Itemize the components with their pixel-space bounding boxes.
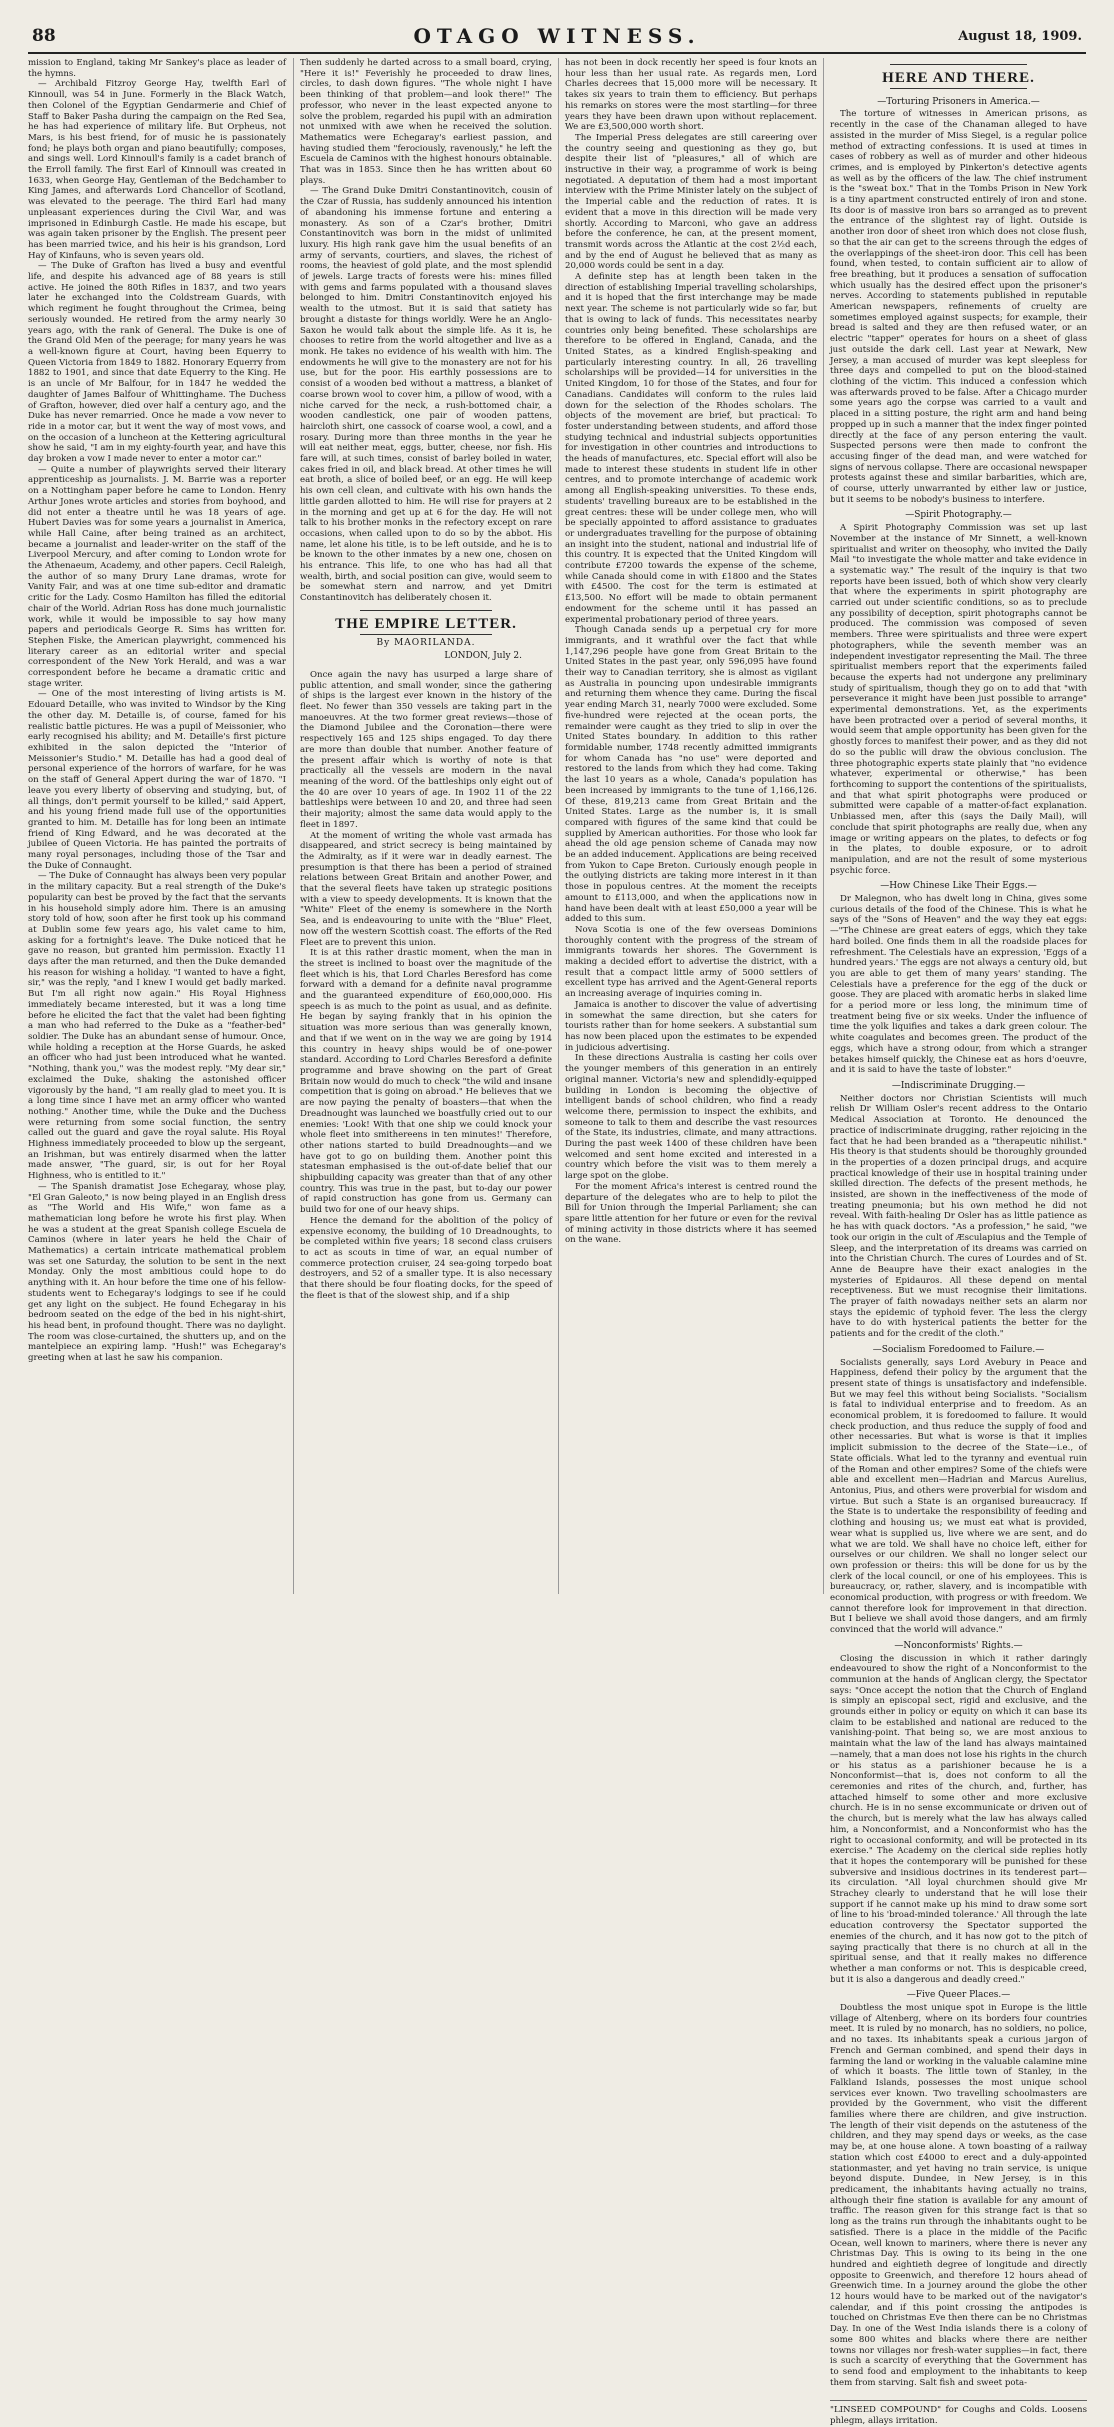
- article-paragraph: The Imperial Press delegates are still careering over the country seeing and questioning as they go, but despite their list of "pleasures," all of which are instructive in their way, a programme of work is being negotiated. A deputation of them had a most important interview with the Prime Minister lately on the subject of the Imperial cable and the reduction of rates. It is evident that a move in this direction will be made very shortly. According to Marconi, who gave an address before the conference, he can, at the present moment, transmit words across the Atlantic at the cost 2½d each, and by the end of August he believed that as many as 20,000 words could be sent in a day.: [565, 132, 817, 272]
- article-paragraph: Nova Scotia is one of the few overseas Dominions thoroughly content with the progress of the stream of immigrants towards her shores. The Government is making a decided effort to advertise the district, with a result that a compact little army of 5000 settlers of excellent type has arrived and the Agent-General reports an increasing average of inquiries coming in.: [565, 924, 817, 1000]
- byline: By MAORILANDA.: [376, 637, 476, 648]
- article-paragraph: Neither doctors nor Christian Scientists will much relish Dr William Osler's recent address to the Ontario Medical Association at Toronto. He denounced the practice of indiscriminate drugging, rather rejoicing in the fact that he had been branded as a "therapeutic nihilist." His theory is that students should be thoroughly grounded in the properties of a dozen principal drugs, and acquire practical knowledge of their use in hospital training under skilled direction. The defects of the present methods, he insisted, are shown in the ineffectiveness of the mode of treating pneumonia; but his own method he did not reveal. With faith-healing Dr Osler has as little patience as he has with quack doctors. "As a profession," he said, "we took our origin in the cult of Æsculapius and the Temple of: [830, 1093, 1087, 1243]
- article-paragraph: For the moment Africa's interest is centred round the departure of the delegates who are to help to pilot the Bill for Union through the Imperial Parliament; she can spare little attention for her future or even for the revival of mining activity in those districts where it has seemed on the wane.: [565, 1181, 817, 1246]
- article-paragraph: Doubtless the most unique spot in Europe is the little village of Altenberg, where on its borders four countries meet. It is ruled by no monarch, has no soldiers, no police, and no taxes. Its inhabitants speak a curious jargon of French and German combined, and spend their days in farming the land or working in the valuable calamine mine of which it boasts. The little town of Stanley, in the Falkland Islands, possesses the most unique school services ever known. Two travelling schoolmasters are provided by the Government, who visit the different families where there are children, and give instruction. The length of their visit depends on the astuteness of the children, and they may spend days or weeks, as the case may be, at one house alone. A town boasting of a railway station which cost £4000 to erect and a duly-appointed stationmaster, and yet having no train service, is unique beyond dispute. Dundee, in New Jersey, is in this predicament, the inhabitants having actually no trains, although their fine station is available for any amount of traffic. The reason given for this strange fact is that so long as the trains run through the inhabitants ought to be satisfied. There is a place in the middle of the Pacific Ocean, well known to mariners, where there is never any Christmas Day. This is owing to its being in the one hundred and eightieth degree of longitude and directly opposite to Greenwich, and therefore 12 hours ahead of Greenwich time. In a journey around the globe the other 12 hours would have to be marked out of the navigator's calendar, and if this point crossing the antipodes is touched on Christmas Eve then there can be no Christmas Day. In one of the West India islands there is a colony of some 800 whites and blacks where there are neither towns nor villages nor fresh-water supplies—in fact, there is such a scarcity of everything that the Government has to send food and employment to the inhabitants to keep them from starving. Salt fish and sweet pota-: [830, 2003, 1087, 2388]
- article-paragraph: — The Duke of Connaught has always been very popular in the military capacity. But a real strength of the Duke's popularity can best be proved by the fact that the servants in his household simply adore him. There is an amusing story told of how, soon after he first took up his command at Dublin some few years ago, his valet came to him, asking for a fortnight's leave. The Duke noticed that he gave no reason, but granted him permission. Exactly 11 days after the man returned, and then the Duke demanded his reason for wishing a holiday. "I wanted to have a fight, sir," was the reply, "and I knew I would get badly marked. But I'm all right now again." His Royal Highness immediately became interested, but it was a long time before he elicited the fact that the valet had been fighting a man who had referred to the Duke as a "feather-bed" soldier. The Duke has an abundant sense of humour. Once, while holding a reception at the Horse Guards, he asked an officer who had just been introduced what he wanted. "Nothing, thank you," was the modest reply. "My dear sir," exclaimed the Duke, shaking the astonished officer vigorously by the hand, "I am really glad to meet you. It is a long time since I have met an army officer who wanted nothing." Another time, while the Duke and the Duchess were returning from some social function, the sentry called out the guard and gave the royal salute. His Royal Highness immediately proceeded to blow up the sergeant, an Irishman, but was entirely disarmed when the latter made answer, "The guard, sir, is out for her Royal Highness, who is entitled to it.": [28, 871, 286, 1182]
- masthead: [28, 22, 1086, 54]
- divider: [890, 88, 1027, 89]
- article-paragraph: — The Grand Duke Dmitri Constantinovitch, cousin of the Czar of Russia, has suddenly announced his intention of abandoning his immense fortune and entering a monastery. As son of a Czar's brother, Dmitri Constantinovitch was born in the midst of unlimited luxury. His high rank gave him the usual benefits of an army of servants, courtiers, and slaves, the richest of rooms, the heaviest of gold plate, and the most splendid of jewels. Large tracts of forests were his: mines filled with gems and farms populated with a thousand slaves belonged to him. Dmitri Constantinovitch enjoyed his wealth to the utmost. But it is said that satiety has brought a distaste for things worldly. Were he an Anglo-Saxon he would talk about the simple life. As it is, he chooses to retire from the world altogether and live as a monk. He takes no evidence of his wealth with him. The endowments he will give to the monastery are not for his use, but for the poor. His earthly possessions are to consist of a wooden bed without a mattress, a blanket of coarse brown wool to cover him, a pillow of wood, with a niche carved for the neck, a rush-bottomed chair, a wooden candlestick, one pair of wooden pattens, haircloth shirt, one cassock of coarse wool, a cowl, and a rosary. During more than three months in the year he will eat neither meat, eggs, butter, cheese, nor fish. His fare will, at such times, consist of barley boiled in water, cakes fried in oil, and black bread. At other times he will eat broth, a slice of boiled beef, or an egg. He will keep his own cell clean, and cultivate with his own hands the little garden allotted to him. He will rise for prayers at 2 in the morning and get up at 6 for the day. He will not talk to his brother monks in the refectory except on rare occasions, when called upon to do so by the abbot. His name, let alone his title, is to be left outside, and he is to be known to the other inmates by a new one, chosen on his entrance. This life, to one who has had all that wealth, birth, and social position can give, would seem to be somewhat stern and narrow, and yet Dmitri Constantinovitch has deliberately chosen it.: [300, 186, 552, 604]
- divider: [360, 610, 492, 611]
- subheading: —Torturing Prisoners in America.—: [877, 96, 1040, 107]
- article-paragraph: — Quite a number of playwrights served their literary apprenticeship as journalists. J. M. Barrie was a reporter on a Nottingham paper before he came to London. Henry Arthur Jones wrote articles and stories from boyhood, and did not enter a theatre until he was 18 years of age. Hubert Davies was for some years a journalist in America, while Hall Caine, after being trained as an architect, became a journalist and leader-writer on the staff of the Liverpool Mercury, and after coming to London wrote for the Athenaeum, Academy, and other papers. Cecil Raleigh, the author of so many Drury Lane dramas, wrote for Vanity Fair, and was at one time sub-editor and dramatic critic for the Lady. Cosmo Hamilton has filled the editorial chair of the World. Adrian Ross has done much journalistic work, while it would be impossible to say how many papers and periodicals George R. Sims has written for. Stephen Fiske, the American playwright, commenced his literary career as an editorial writer and special correspondent of the New York Herald, and was a war correspondent before he became a dramatic critic and stage writer.: [28, 464, 286, 689]
- article-paragraph: — The Spanish dramatist Jose Echegaray, whose play, "El Gran Galeoto," is now being played in an English dress as "The World and His Wife," won fame as a mathematician long before he wrote his first play. When he was a student at the great Spanish college Escuela de Caminos (where in later years he held the Chair of Mathematics) a certain intricate mathematical problem was set one Saturday, the solution to be sent in the next Monday. Only the most ambitious could hope to do anything with it. An hour before the time one of his fellow-students went to Echegaray's lodgings to see if he could get any light on the subject. He found Echegaray in his bedroom seated on the edge of the bed in his night-shirt, his head bent, in profound thought. There was no daylight. The room was close-curtained, the shutters up, and on the mantelpiece an expiring lamp. "Hush!" was Echegaray's greeting when at last he saw his companion.: [28, 1181, 286, 1364]
- article-paragraph: The torture of witnesses in American prisons, as recently in the case of the Chanaman alleged to have assisted in the murder of Miss Siegel, is a regular police method of extracting confessions. It is used at times in cases of robbery as well as of murder and other hideous crimes, and is employed by Pinkerton's detective agents as well as by the officers of the law. The chief instrument is the "sweat box." That in the Tombs Prison in New York is a tiny apartment constructed entirely of iron and stone. Its door is of massive iron bars so arranged as to prevent the entrance of the slightest ray of light. Outside is another iron door of sheet iron which does not close flush, so that the air can get to the screens through the edges of the overlappings of the sheet-iron door. This cell has been found, when tested, to contain sufficient air to allow of free breathing, but it produces a sensation of suffocation which usually has the desired effect upon the prisoner's nerves. According to statements published in reputable American newspapers, refinements of cruelty are sometimes employed against suspects; for example, their bread is salted and they are then refused water, or an electric "tapper" operates for hours on a sheet of glass just outside the dark cell. Last year at Newark, New Jersey, a man accused of murder was kept sleepless for three days and compelled to put on the blood-stained clothing of the victim. This induced a confession which was afterwards proved to be false. After a Chicago murder some years ago the corpse was carried to a vault and placed in a sitting posture, the right arm and hand being propped up in such a manner that the index finger pointed directly at the face of any person entering the vault. Suspected persons were then made to confront the accusing finger of the dead man, and were watched for signs of nervous collapse. There are occasional newspaper protests against these and similar barbarities, which are, of course, utterly unwarranted by either law or justice, but it seems to be nobody's business to interfere.: [830, 109, 1087, 505]
- subheading: —Spirit Photography.—: [905, 510, 1012, 521]
- article-paragraph: Though Canada sends up a perpetual cry for more immigrants, and it wrathful over the fact that while 1,147,296 people have gone from Great Britain to the United States in the past year, only 596,095 have found their way to Canadian territory, she is almost as vigilant as Australia in pouncing upon undesirable immigrants and returning them whence they came. During the fiscal year ending March 31, nearly 7000 were excluded. Some five-hundred were rejected at the ocean ports, the remainder were caught as they tried to slip in over the United States boundary. In addition to this rather formidable number, 1748 recently admitted immigrants for whom Canada has "no use" were deported and restored to the lands from which they had come. Taking the last 10 years as a whole, Canada's population has been increased by immigrants to the tune of 1,166,126. Of these, 819,213 came from Great Britain and the United States. Large as the number is, it is small compared with figures of the same kind that could be supplied by American authorities. For those who look far ahead the old age pension scheme of Canada may now be an added inducement. Applications are being received from Yukon to Cape Breton. Curiously enough people in the outlying districts are taking more interest in it than those in populous centres. At the moment the receipts amount to £113,000, and when the applications now in hand have been dealt with at least £50,000 a year will be added to this sum.: [565, 625, 817, 925]
- article-paragraph: Then suddenly he darted across to a small board, crying, "Here it is!" Feverishly he proceeded to draw lines, circles, to dash down figures. "The whole night I have been thinking of that problem—and look there!" The professor, who never in the least expected anyone to solve the problem, regarded his pupil with an admiration not unmixed with awe when he received the solution. Mathematics were Echegaray's earliest passion, and having studied them "ferociously, ravenously," he left the Escuela de Caminos with the highest honours obtainable. That was in 1853. Since then he has written about 60 plays.: [300, 58, 552, 186]
- article-paragraph: Socialists generally, says Lord Avebury in Peace and Happiness, defend their policy by the argument that the present state of things is unsatisfactory and indefensible. But we may feel this without being Socialists. "Socialism is fatal to individual enterprise and to freedom. As an economical problem, it is foredoomed to failure. It would check production, and thus reduce the supply of food and other necessaries. But what is worse is that it implies implicit submission to the decree of the State—i.e., of State officials. What led to the tyranny and eventual ruin of the Roman and other empires? Some of the chiefs were able and excellent men—Hadrian and Marcus Aurelius, Antonius, Pius, and others were proverbial for wisdom and virtue. But such a State is an organised bureaucracy. If the State is to undertake the responsibility of feeding and clothing and housing us; we must eat what is provided, wear what is supplied us, live where we are sent, and do what we are told. We shall have no choice left, either for ourselves or our children. We shall no longer select our own profession or theirs: this will be done for us by the clerk of the local council, or one of his employees. This is bureaucracy, or, rather, slavery, and is incompatible with economical production, with progress or with freedom. We cannot therefore look for improvement in that direction. But I believe we shall avoid those dangers, and am firmly convinced that the world will advance.": [830, 1357, 1087, 1636]
- subheading: —Five Queer Places.—: [906, 1990, 1011, 2001]
- article-paragraph: Closing the discussion in which it rather daringly endeavoured to show the right of a Nonconformist to the communion at the hands of Anglican clergy, the Spectator says: "Once accept the notion that the Church of England is simply an episcopal sect, rigid and exclusive, and the grounds either in policy or equity on which it can base its claim to be established and national are reduced to the vanishing-point. That being so, we are most anxious to maintain what the law of the land has always maintained—namely, that a man does not lose his rights in the church or his status as a parishioner because he is a Nonconformist—that is, does not conform to all the ceremonies and rites of the church, and, further, has attached himself to some other and more exclusive church. He is in no sense excommunicate or driven out of the church, but is merely what the law has always called him, a Nonconformist, and a Nonconformist who has the right to occasional conformity, and will be protected in its exercise." The Academy on the clerical side replies hotly that it hopes the contemporary will be punished for these subversive and insidious doctrines in its tenderest part—its circulation. "All loyal churchmen should give Mr Strachey clearly to understand that he will lose their support if he cannot make up his mind to draw some sort of line to his 'broad-minded tolerance.' All through the late education controversy the Spectator supported the enemies of the church, and it has now got to the pitch of saying practically that there is no church at all in the spiritual sense, and that it really makes no difference whether a man conforms or not. This is despicable creed, but it is also a dangerous and deadly creed.": [830, 1653, 1087, 1985]
- article-paragraph: — One of the most interesting of living artists is M. Edouard Detaille, who was invited to Windsor by the King the other day. M. Detaille is, of course, famed for his realistic battle pictures. He was a pupil of Meissonier, who early recognised his ability; and M. Detaille's first picture exhibited in the salon depicted the "Interior of Meissonier's Studio." M. Detaille has had a good deal of personal experience of the horrors of warfare, for he was on the staff of General Appert during the war of 1870. "I leave you every liberty of observing and studying, but, of all things, don't permit yourself to be killed," said Appert, and his young friend made full use of the opportunities granted to him. M. Detaille has for long been an intimate friend of King Edward, and he was decorated at the jubilee of Queen Victoria. He has painted the portraits of many royal personages, including those of the Tsar and the Duke of Connaught.: [28, 689, 286, 871]
- article-paragraph: Hence the demand for the abolition of the policy of expensive economy, the building of 10 Dreadnoughts, to be completed within five years; 18 second class cruisers to act as scouts in time of war, an equal number of commerce protection cruiser, 24 sea-going torpedo boat destroyers, and 52 of a smaller type. It is also necessary that there should be four floating docks, for the speed of the fleet is that of the slowest ship, and if a ship: [300, 1215, 552, 1301]
- subheading: —Nonconformists' Rights.—: [894, 1640, 1023, 1651]
- issue-date: August 18, 1909.: [958, 29, 1082, 44]
- article-paragraph: has not been in dock recently her speed is four knots an hour less than her usual rate. As regards men, Lord Charles decrees that 15,000 more will be necessary. It takes six years to train them to efficiency. But perhaps his remarks on stores were the most startling—for three years they have been drawn upon without replacement. We are £3,500,000 worth short.: [565, 58, 817, 133]
- article-paragraph: mission to England, taking Mr Sankey's place as leader of the hymns.: [28, 58, 286, 79]
- article-paragraph: — Archibald Fitzroy George Hay, twelfth Earl of Kinnoull, was 54 in June. Formerly in the Black Watch, then Colonel of the Egyptian Gendarmerie and Chief of Staff to Baker Pasha during the campaign on the Red Sea, he has had experience of military life. But Orpheus, not Mars, is his best friend, for of music he is passionately fond; he plays both organ and piano beautifully; composes, and sings well. Lord Kinnoull's family is a cadet branch of the Erroll family. The first Earl of Kinnoull was created in 1633, when George Hay, Gentleman of the Bedchamber to King James, and afterwards Lord Chancellor of Scotland, was elevated to the peerage. The third Earl had many unpleasant experiences during the Civil War, and was imprisoned in Edinburgh Castle. He made his escape, but was again taken prisoner by the English. The present peer has been married twice, and his heir is his grandson, Lord Hay of Kinfauns, who is seven years old.: [28, 79, 286, 261]
- subheading: —Indiscriminate Drugging.—: [891, 1080, 1026, 1091]
- article-paragraph: In these directions Australia is casting her coils over the younger members of this generation in an entirely original manner. Victoria's new and splendidly-equipped building in London is becoming the objective of intelligent bands of school children, who find a ready welcome there, permission to inspect the exhibits, and someone to talk to them and describe the vast resources of the State, its industries, climate, and many attractions. During the past week 1400 of these children have been welcomed and sent home excited and interested in a country which before the visit was to them merely a large spot on the globe.: [565, 1053, 817, 1182]
- subheading: —How Chinese Like Their Eggs.—: [880, 881, 1037, 892]
- page-number: 88: [32, 26, 56, 46]
- column-2: [293, 58, 552, 1594]
- here-and-there-header: [830, 64, 1087, 89]
- subheading: —Socialism Foredoomed to Failure.—: [872, 1344, 1045, 1355]
- article-paragraph: Sleep, and the interpretation of its dreams was carried on into the Christian Church. The cures of Lourdes and of St. Anne de Beaupre have their exact analogies in the mysteries of Epidauros. All these depend on mental receptiveness. But we must recognise their limitations. The prayer of faith nowadays neither sets an alarm nor stays the epidemic of typhoid fever. The less the clergy have to do with hysterical patients the better for the patients and for the credit of the cloth.": [830, 1243, 1087, 1340]
- article-paragraph: Once again the navy has usurped a large share of public attention, and small wonder, since the gathering of ships is the largest ever known in the history of the fleet. No fewer than 350 vessels are taking part in the manoeuvres. At the two former great reviews—those of the Diamond Jubilee and the Coronation—there were respectively 165 and 125 ships engaged. To day there are more than double that number. Another feature of the present affair which is worthy of note is that practically all the vessels are modern in the naval meaning of the word. Of the battleships only eight out of the 40 are over 10 years of age. In 1902 11 of the 22 battleships were between 10 and 20, and three had seen their majority; almost the same data would apply to the fleet in 1897.: [300, 669, 552, 830]
- section-heading: THE EMPIRE LETTER.: [335, 615, 517, 632]
- article-paragraph: At the moment of writing the whole vast armada has disappeared, and strict secrecy is being maintained by the Admiralty, as if it were war in deadly earnest. The presumption is that there has been a period of strained relations between Great Britain and another Power, and that the several fleets have taken up strategic positions with a view to speedy developments. It is known that the "White" Fleet of the enemy is somewhere in the North Sea, and is endeavouring to unite with the "Blue" Fleet, now off the western Scottish coast. The efforts of the Red Fleet are to prevent this union.: [300, 830, 552, 948]
- article-paragraph: A Spirit Photography Commission was set up last November at the instance of Mr Sinnett, a well-known spiritualist and writer on theosophy, who invited the Daily Mail "to investigate the whole matter and take evidence in a systematic way." The result of the inquiry is that two reports have been issued, both of which show very clearly that where the experiments in spirit photography are carried out under scientific conditions, so as to preclude any possibility of deception, spirit photographs cannot be produced. The commission was composed of seven members. Three were spiritualists and three were expert photographers, while the seventh member was an independent investigator representing the Mail. The three spiritualist members report that the experiments failed because the experts had not undergone any preliminary study of spiritualism, though they go on to add that "with perseverance it might have been just possible to arrange" experimental demonstrations. Yet, as the experiments have been protracted over a period of several months, it would seem that ample opportunity has been given for the ghostly forces to manifest their power, and as they did not do so the public will draw the obvious conclusion. The three photographic experts state plainly that "no evidence whatever, experimental or otherwise," has been forthcoming to support the contentions of the spiritualists, and that what spirit photographs were produced or submitted were capable of a matter-of-fact explanation. Unbiassed men, after this (says the Daily Mail), will conclude that spirit photographs are really due, when any image or writing appears on the plates, to defects or fog in the plates, to double exposure, or to adroit manipulation, and are not the result of some mysterious psychic force.: [830, 523, 1087, 876]
- column-4: [823, 58, 1087, 2427]
- article-paragraph: A definite step has at length been taken in the direction of establishing Imperial travelling scholarships, and it is hoped that the first interchange may be made next year. The scheme is not particularly wide so far, but that is owing to lack of funds. This necessitates nearby countries only being benefited. These scholarships are therefore to be offered in England, Canada, and the United States, as a kindred English-speaking and particularly interesting country. In all, 26 travelling scholarships will be provided—14 for universities in the United Kingdom, 10 for those of the States, and four for Canadians. Candidates will conform to the rules laid down for the selection of the Rhodes scholars. The objects of the movement are brief, but practical: To foster understanding between students, and afford those studying technical and industrial subjects opportunities for investigation in other countries and introductions to the heads of manufactures, etc. Special effort will also be made to interest these students in student life in other centres, and to promote interchange of academic work among all English-speaking universities. To these ends, students' travelling bureaux are to be established in the great centres: these will be under college men, who will be specially appointed to afford assistance to graduates or undergraduates travelling for the purpose of obtaining an insight into the student, national and industrial life of this country. It is expected that the United Kingdom will contribute £7200 towards the expense of the scheme, while Canada should come in with £1800 and the States with £4500. The cost for the term is estimated at £13,500. No effort will be made to obtain permanent endowment for the scheme until it has passed an experimental probationary period of three years.: [565, 272, 817, 625]
- divider: [890, 64, 1027, 65]
- divider: [360, 634, 492, 635]
- empire-letter-header: [300, 610, 552, 662]
- advertisement: "LINSEED COMPOUND" for Coughs and Colds. Loosens phlegm, allays irritation.: [830, 2400, 1087, 2426]
- column-1: [28, 58, 286, 1594]
- dateline: LONDON, July 2.: [444, 651, 522, 662]
- article-paragraph: — The Duke of Grafton has lived a busy and eventful life, and despite his advanced age of 88 years is still active. He joined the 80th Rifles in 1837, and two years later he exchanged into the Coldstream Guards, with which regiment he fought throughout the Crimea, being seriously wounded. He retired from the army nearly 30 years ago, with the rank of General. The Duke is one of the Grand Old Men of the peerage; for many years he was a well-known figure at Court, having been Equerry to Queen Victoria from 1849 to 1882. Honorary Equerry from 1882 to 1901, and since that date Equerry to the King. He is an uncle of Mr Balfour, for in 1847 he wedded the daughter of James Balfour of Whittinghame. The Duchess of Grafton, however, died over half a century ago, and the Duke has never remarried. Once he made a vow never to ride in a motor car, but it went the way of most vows, and on the occasion of a luncheon at the Kettering agricultural show he said, "I am in my eighty-fourth year, and have this day broken a vow I made never to enter a motor car.": [28, 261, 286, 465]
- article-paragraph: It is at this rather drastic moment, when the man in the street is inclined to boast over the magnitude of the fleet which is his, that Lord Charles Beresford has come forward with a demand for a definite naval programme and the guaranteed expenditure of £60,000,000. His speech is as much to the point as usual, and as definite. He began by saying frankly that in his opinion the situation was more serious than was generally known, and that if we went on in the way we are going by 1914 this country in heavy ships would be of one-power standard. According to Lord Charles Beresford a definite programme and brave showing on the part of Great Britain now would do much to check "the wild and insane competition that is going on abroad." He believes that we are now paying the penalty of boasters—that when the Dreadnought was launched we boastfully cried out to our enemies: 'Look! With that one ship we could knock your whole fleet into smithereens in ten minutes!' Therefore, other nations started to build Dreadnoughts—and we have got to go on building them. Another point this statesman emphasised is the out-of-date belief that our shipbuilding capacity was greater than that of any other country. This was true in the past, but to-day our power of rapid construction has gone from us. Germany can build two for one of our heavy ships.: [300, 948, 552, 1216]
- newspaper-title: OTAGO WITNESS.: [413, 24, 701, 48]
- column-3: [558, 58, 817, 1594]
- article-paragraph: Jamaica is another to discover the value of advertising in somewhat the same direction, but she caters for tourists rather than for home seekers. A substantial sum has now been placed upon the estimates to be expended in judicious advertising.: [565, 999, 817, 1053]
- section-heading: HERE AND THERE.: [882, 70, 1035, 86]
- article-paragraph: Dr Malegnon, who has dwelt long in China, gives some curious details of the food of the Chinese. This is what he says of the "Sons of Heaven" and the way they eat eggs:—"The Chinese are great eaters of eggs, which they take hard boiled. One finds them in all the roadside places for refreshment. The Celestials have an expression, 'Eggs of a hundred years.' The eggs are not always a century old, but you are able to get them of many years' standing. The Celestials have a preference for the egg of the duck or goose. They are placed with aromatic herbs in slaked lime for a period more or less long, the minimum time of treatment being five or six weeks. Under the influence of time the yolk liquifies and takes a dark green colour. The white coagulates and becomes green. The product of the eggs, which have a strong odour, from which a stranger betakes himself quickly, the Chinese eat as hors d'oeuvre, and it is said to have the taste of lobster.": [830, 894, 1087, 1076]
